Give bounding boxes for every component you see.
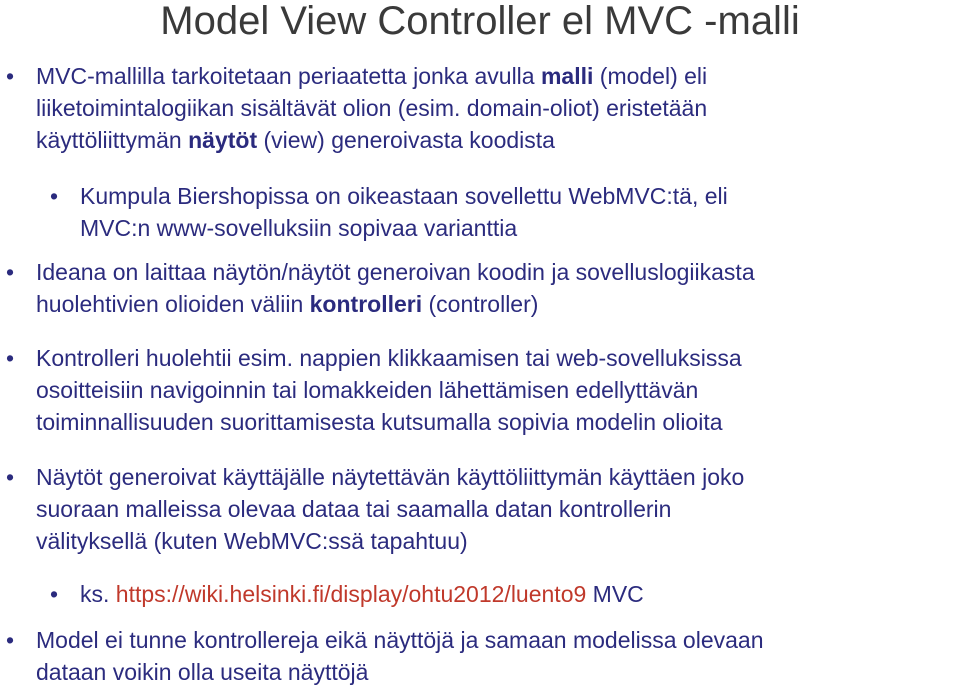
bullet-line: liiketoimintalogiikan sisältävät olion (esim. domain-oliot) eristetään [36, 95, 708, 121]
bullet-text [80, 180, 728, 244]
bullet-text [36, 461, 744, 557]
bullet-line: osoitteisiin navigoinnin tai lomakkeiden lähettämisen edellyttävän [36, 377, 699, 403]
bullet-line: välityksellä (kuten WebMVC:ssä tapahtuu) [36, 528, 468, 554]
bullet-line: Ideana on laittaa näytön/näytöt generoivan koodin ja sovelluslogiikasta [36, 259, 755, 285]
text-segment: (controller) [422, 291, 539, 317]
bullet-text [80, 578, 644, 610]
bullet-line: suoraan malleissa olevaa dataa tai saamalla datan kontrollerin [36, 496, 672, 522]
bullet-line [80, 578, 644, 610]
bullet-line: Näytöt generoivat käyttäjälle näytettävän käyttöliittymän käyttäen joko [36, 464, 745, 490]
text-segment: (view) generoivasta koodista [257, 127, 555, 153]
text-segment: huolehtivien olioiden väliin [36, 291, 310, 317]
bullet-line [36, 60, 707, 92]
wiki-link[interactable]: https://wiki.helsinki.fi/display/ohtu2012/luento9 [115, 581, 587, 607]
bullet-line [36, 124, 707, 156]
bullet-text [36, 342, 742, 438]
bullet-line: MVC:n www-sovelluksiin sopivaa varianttia [80, 215, 518, 241]
bullet-dot: • [6, 464, 15, 490]
bullet-dot: • [50, 581, 59, 607]
bullet-text [36, 60, 707, 156]
bullet-dot: • [6, 345, 15, 371]
bold-term-naytot: näytöt [188, 127, 258, 153]
text-segment: käyttöliittymän [36, 127, 189, 153]
bullet-line: Model ei tunne kontrollereja eikä näyttöjä ja samaan modelissa olevaan [36, 627, 764, 653]
text-segment: (model) eli [593, 63, 708, 89]
bullet-line: Kontrolleri huolehtii esim. nappien klikkaamisen tai web-sovelluksissa [36, 345, 742, 371]
bold-term-kontrolleri: kontrolleri [309, 291, 423, 317]
text-segment: MVC-mallilla tarkoitetaan periaatetta jonka avulla [36, 63, 541, 89]
bullet-dot: • [6, 259, 15, 285]
bullet-dot: • [50, 183, 59, 209]
text-segment: MVC [586, 581, 644, 607]
bullet-text [36, 624, 764, 688]
text-segment: ks. [80, 581, 116, 607]
bullet-text [36, 256, 755, 320]
slide-title: Model View Controller el MVC -malli [160, 0, 800, 43]
bullet-dot: • [6, 627, 15, 653]
bold-term-malli: malli [540, 63, 594, 89]
bullet-line: Kumpula Biershopissa on oikeastaan sovellettu WebMVC:tä, eli [80, 183, 728, 209]
bullet-dot: • [6, 63, 15, 89]
bullet-line: toiminnallisuuden suorittamisesta kutsumalla sopivia modelin olioita [36, 409, 723, 435]
bullet-line: dataan voikin olla useita näyttöjä [36, 659, 369, 685]
bullet-line [36, 288, 755, 320]
